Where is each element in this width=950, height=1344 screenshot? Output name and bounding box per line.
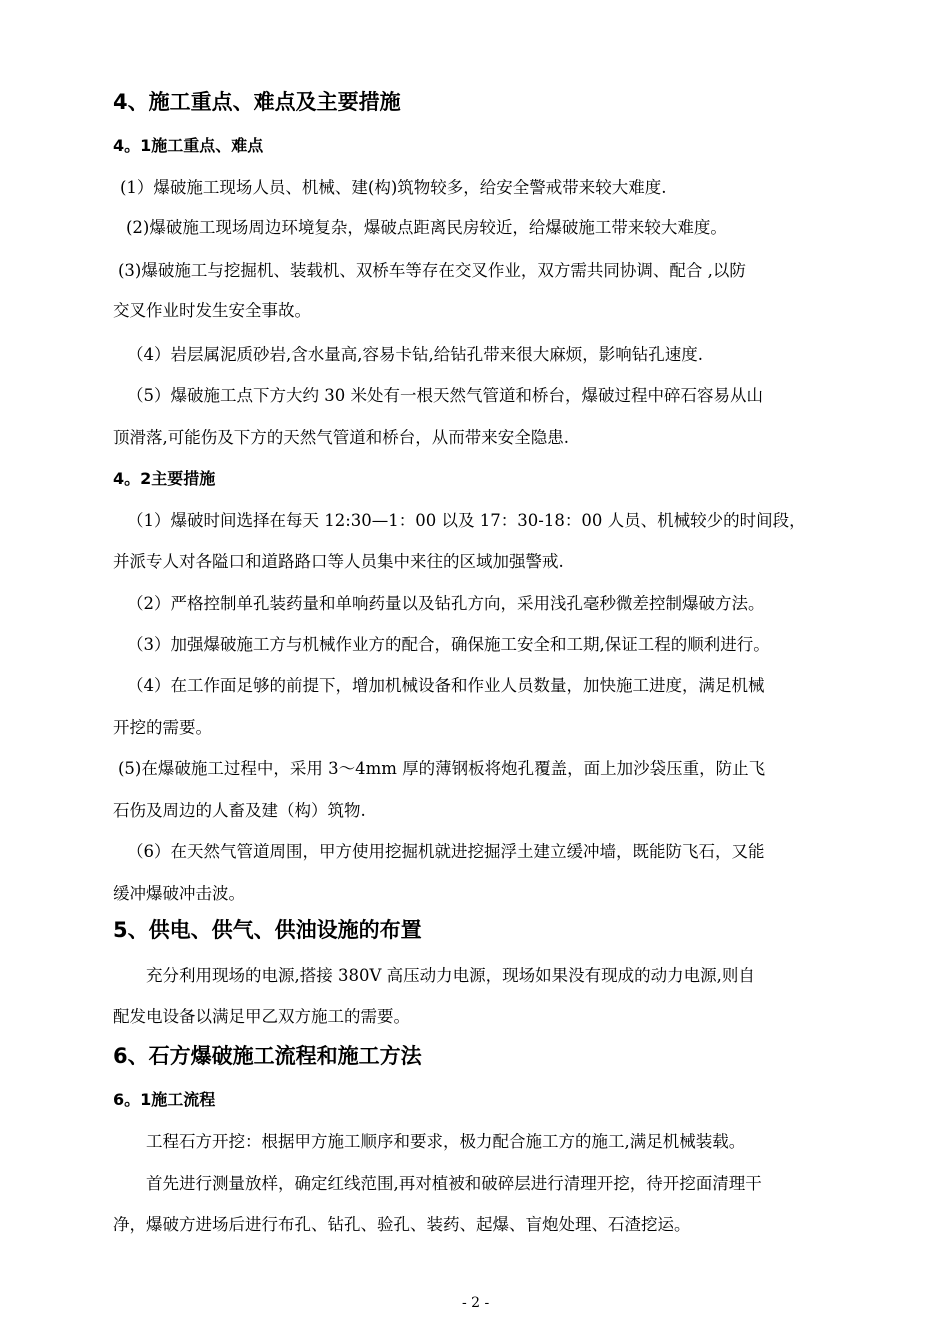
paragraph-line: 净，爆破方进场后进行布孔、钻孔、验孔、装药、起爆、盲炮处理、石渣挖运。 [113,1215,691,1234]
paragraph-line: （4）在工作面足够的前提下，增加机械设备和作业人员数量，加快施工进度，满足机械 [127,676,765,695]
paragraph-line: (1）爆破施工现场人员、机械、建(构)筑物较多，给安全警戒带来较大难度. [120,178,667,197]
paragraph-line: 开挖的需要。 [113,718,212,737]
paragraph-line: 工程石方开挖：根据甲方施工顺序和要求，极力配合施工方的施工,满足机械装载。 [146,1132,746,1151]
paragraph-line: （5）爆破施工点下方大约 30 米处有一根天然气管道和桥台，爆破过程中碎石容易从山 [127,386,763,405]
paragraph-line: (2)爆破施工现场周边环境复杂，爆破点距离民房较近，给爆破施工带来较大难度。 [126,218,727,237]
page-number: - 2 - [462,1295,490,1311]
section-heading-6: 6、石方爆破施工流程和施工方法 [113,1044,422,1068]
paragraph-line: 首先进行测量放样，确定红线范围,再对植被和破碎层进行清理开挖，待开挖面清理干 [146,1174,762,1193]
paragraph-line: 石伤及周边的人畜及建（构）筑物. [113,801,366,820]
paragraph-line: 并派专人对各隘口和道路路口等人员集中来往的区域加强警戒. [113,552,564,571]
subsection-heading-6-1: 6。1施工流程 [113,1090,216,1109]
paragraph-line: （6）在天然气管道周围，甲方使用挖掘机就进挖掘浮土建立缓冲墙，既能防飞石，又能 [127,842,765,861]
paragraph-line: 充分利用现场的电源,搭接 380V 高压动力电源，现场如果没有现成的动力电源,则自 [146,966,755,985]
subsection-heading-4-2: 4。2主要措施 [113,469,216,488]
paragraph-line: （1）爆破时间选择在每天 12:30—1：00 以及 17：30-18：00 人员、机械较少的时间段， [127,511,806,530]
paragraph-line: (3)爆破施工与挖掘机、装载机、双桥车等存在交叉作业，双方需共同协调、配合 ,以防 [118,261,746,280]
paragraph-line: 缓冲爆破冲击波。 [113,884,245,903]
paragraph-line: （2）严格控制单孔装药量和单响药量以及钻孔方向，采用浅孔毫秒微差控制爆破方法。 [127,594,765,613]
paragraph-line: 顶滑落,可能伤及下方的天然气管道和桥台，从而带来安全隐患. [113,428,569,447]
paragraph-line: (5)在爆破施工过程中，采用 3～4mm 厚的薄钢板将炮孔覆盖，面上加沙袋压重，防止飞 [118,759,766,778]
paragraph-line: （3）加强爆破施工方与机械作业方的配合，确保施工安全和工期,保证工程的顺利进行。 [127,635,770,654]
subsection-heading-4-1: 4。1施工重点、难点 [113,136,264,155]
paragraph-line: 配发电设备以满足甲乙双方施工的需要。 [113,1007,410,1026]
paragraph-line: 交叉作业时发生安全事故。 [113,301,311,320]
section-heading-4: 4、施工重点、难点及主要措施 [113,90,401,114]
section-heading-5: 5、供电、供气、供油设施的布置 [113,918,422,942]
paragraph-line: （4）岩层属泥质砂岩,含水量高,容易卡钻,给钻孔带来很大麻烦，影响钻孔速度. [127,345,703,364]
